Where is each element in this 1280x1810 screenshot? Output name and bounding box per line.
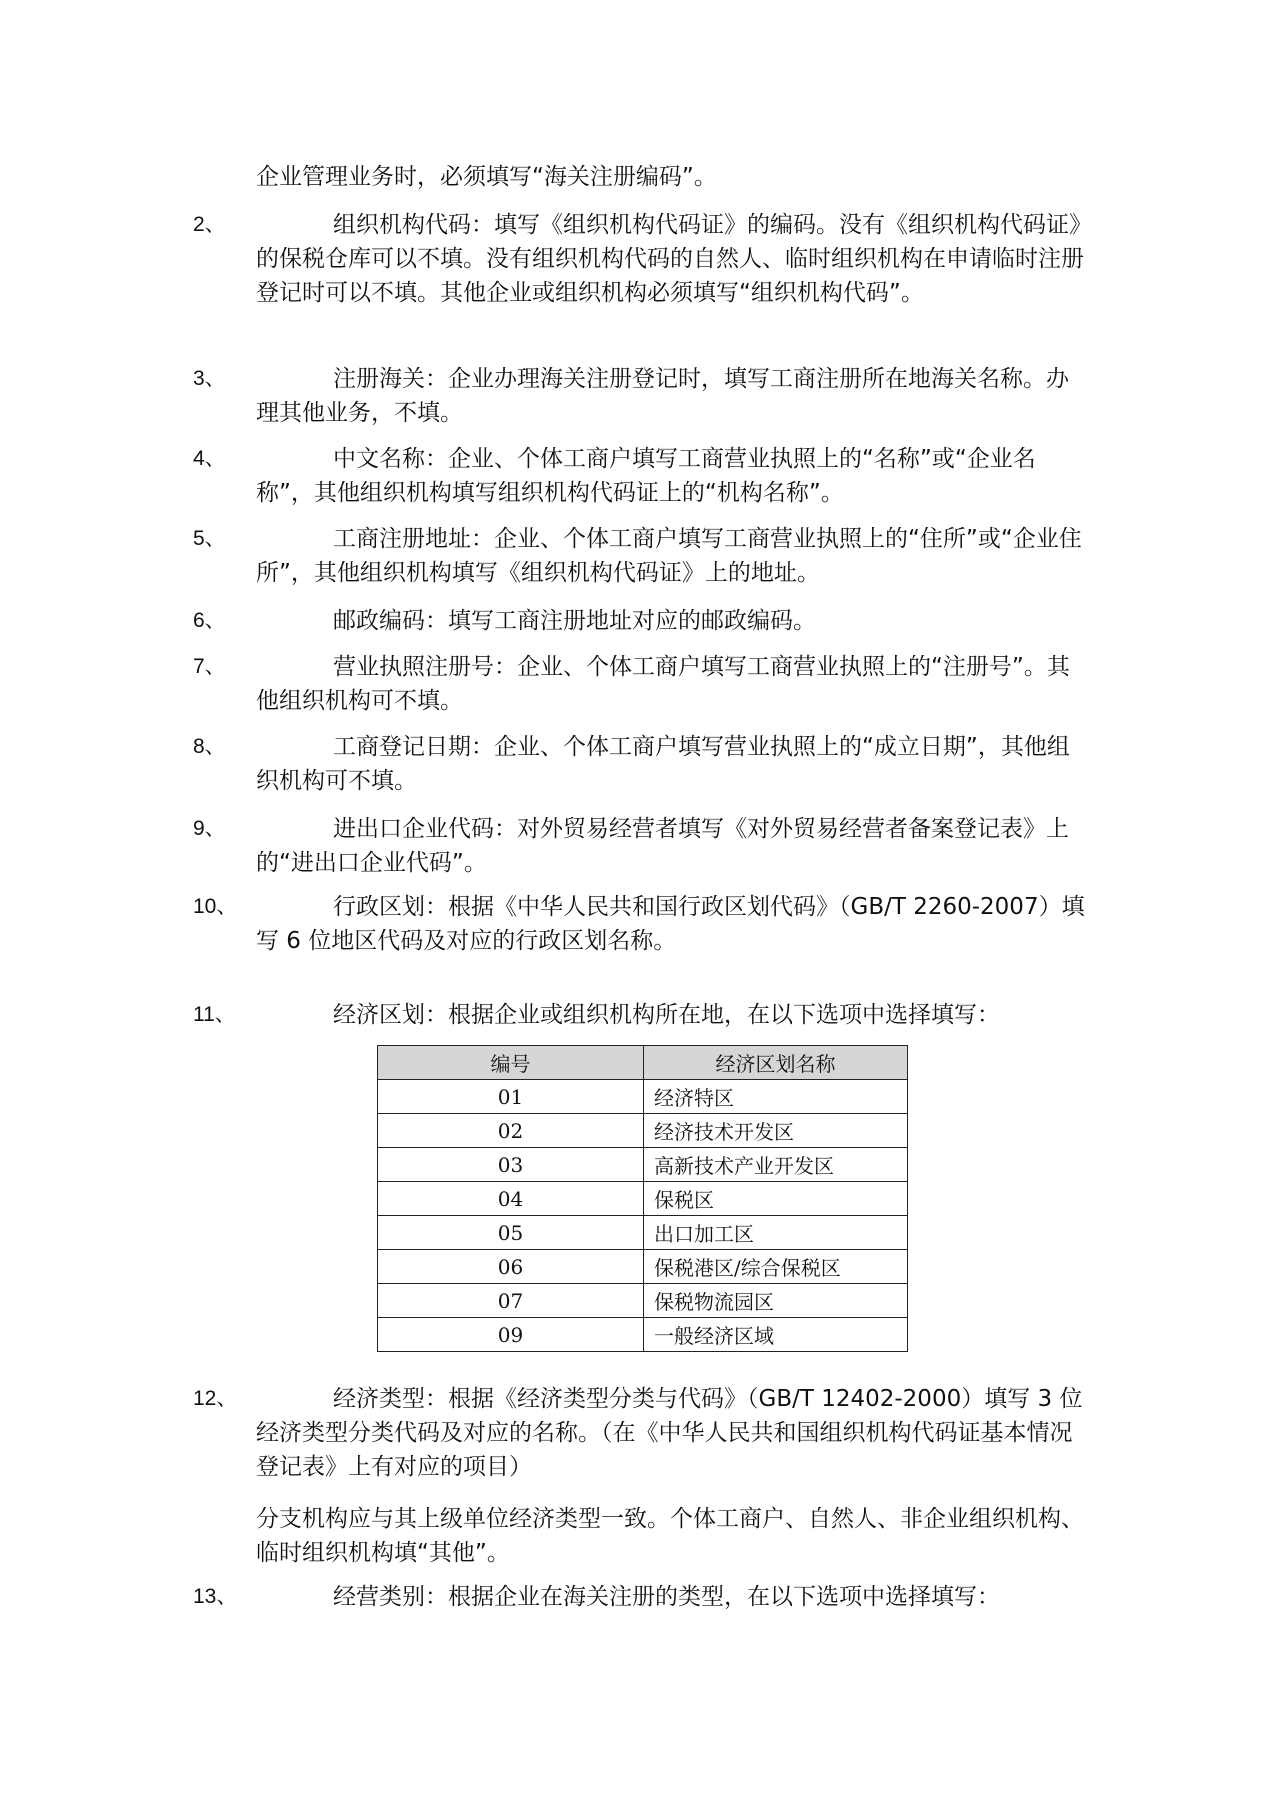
item-number: 13、 bbox=[193, 1585, 238, 1608]
table-cell-code: 02 bbox=[378, 1114, 644, 1148]
table-row bbox=[378, 1318, 908, 1352]
item-number: 12、 bbox=[193, 1387, 238, 1410]
item-number: 8、 bbox=[193, 735, 226, 758]
item-text: 行政区划：根据《中华人民共和国行政区划代码》（GB/T 2260-2007）填写 6 位地区代码及对应的行政区划名称。 bbox=[256, 894, 1085, 954]
table-row bbox=[378, 1182, 908, 1216]
item-number: 4、 bbox=[193, 447, 226, 470]
item-text: 经营类别：根据企业在海关注册的类型，在以下选项中选择填写： bbox=[333, 1584, 1000, 1610]
table-row bbox=[378, 1250, 908, 1284]
table-cell-code: 06 bbox=[378, 1250, 644, 1284]
table-cell-name: 高新技术产业开发区 bbox=[644, 1148, 908, 1182]
item-text: 工商注册地址：企业、个体工商户填写工商营业执照上的“住所”或“企业住所”，其他组织机构填写《组织机构代码证》上的地址。 bbox=[256, 526, 1082, 586]
table-cell-code: 07 bbox=[378, 1284, 644, 1318]
item-text: 营业执照注册号：企业、个体工商户填写工商营业执照上的“注册号”。其他组织机构可不填。 bbox=[256, 654, 1070, 714]
table-header-row bbox=[378, 1046, 908, 1080]
table-header: 经济区划名称 bbox=[644, 1046, 908, 1080]
continuation-text: 企业管理业务时，必须填写“海关注册编码”。 bbox=[256, 164, 717, 190]
item-text: 进出口企业代码：对外贸易经营者填写《对外贸易经营者备案登记表》上的“进出口企业代码”。 bbox=[256, 816, 1069, 876]
table-row bbox=[378, 1114, 908, 1148]
economic-zone-table bbox=[377, 1045, 908, 1352]
table-cell-name: 经济技术开发区 bbox=[644, 1114, 908, 1148]
item-text: 组织机构代码：填写《组织机构代码证》的编码。没有《组织机构代码证》的保税仓库可以不填。没有组织机构代码的自然人、临时组织机构在申请临时注册登记时可以不填。其他企业或组织机构必须填写“组织机构代码”。 bbox=[256, 212, 1084, 306]
item-number: 2、 bbox=[193, 213, 226, 236]
table-row bbox=[378, 1080, 908, 1114]
item-text: 工商登记日期：企业、个体工商户填写营业执照上的“成立日期”，其他组织机构可不填。 bbox=[256, 734, 1070, 794]
table-cell-name: 保税区 bbox=[644, 1182, 908, 1216]
table-cell-code: 04 bbox=[378, 1182, 644, 1216]
item-text: 邮政编码：填写工商注册地址对应的邮政编码。 bbox=[333, 608, 816, 634]
table-cell-name: 保税港区/综合保税区 bbox=[644, 1250, 908, 1284]
table-cell-name: 出口加工区 bbox=[644, 1216, 908, 1250]
item-number: 3、 bbox=[193, 367, 226, 390]
table-cell-name: 一般经济区域 bbox=[644, 1318, 908, 1352]
item-text: 经济类型：根据《经济类型分类与代码》（GB/T 12402-2000）填写 3 位经济类型分类代码及对应的名称。（在《中华人民共和国组织机构代码证基本情况登记表》上有对应的项目） bbox=[256, 1386, 1083, 1480]
item-number: 9、 bbox=[193, 817, 226, 840]
table-cell-code: 05 bbox=[378, 1216, 644, 1250]
table-cell-name: 经济特区 bbox=[644, 1080, 908, 1114]
table-row bbox=[378, 1216, 908, 1250]
table-row bbox=[378, 1284, 908, 1318]
item-number: 7、 bbox=[193, 655, 226, 678]
item-text: 中文名称：企业、个体工商户填写工商营业执照上的“名称”或“企业名称”，其他组织机构填写组织机构代码证上的“机构名称”。 bbox=[256, 446, 1036, 506]
item-number: 10、 bbox=[193, 895, 238, 918]
item-text: 注册海关：企业办理海关注册登记时，填写工商注册所在地海关名称。办理其他业务，不填。 bbox=[256, 366, 1069, 426]
item-number: 11、 bbox=[193, 1003, 236, 1026]
item-number: 5、 bbox=[193, 527, 226, 550]
table-header: 编号 bbox=[378, 1046, 644, 1080]
table-cell-code: 03 bbox=[378, 1148, 644, 1182]
item-number: 6、 bbox=[193, 609, 226, 632]
table-row bbox=[378, 1148, 908, 1182]
extra-paragraph: 分支机构应与其上级单位经济类型一致。个体工商户、自然人、非企业组织机构、临时组织机构填“其他”。 bbox=[256, 1506, 1084, 1566]
table-cell-code: 01 bbox=[378, 1080, 644, 1114]
item-text: 经济区划：根据企业或组织机构所在地，在以下选项中选择填写： bbox=[333, 1002, 1000, 1028]
table-cell-code: 09 bbox=[378, 1318, 644, 1352]
table-cell-name: 保税物流园区 bbox=[644, 1284, 908, 1318]
